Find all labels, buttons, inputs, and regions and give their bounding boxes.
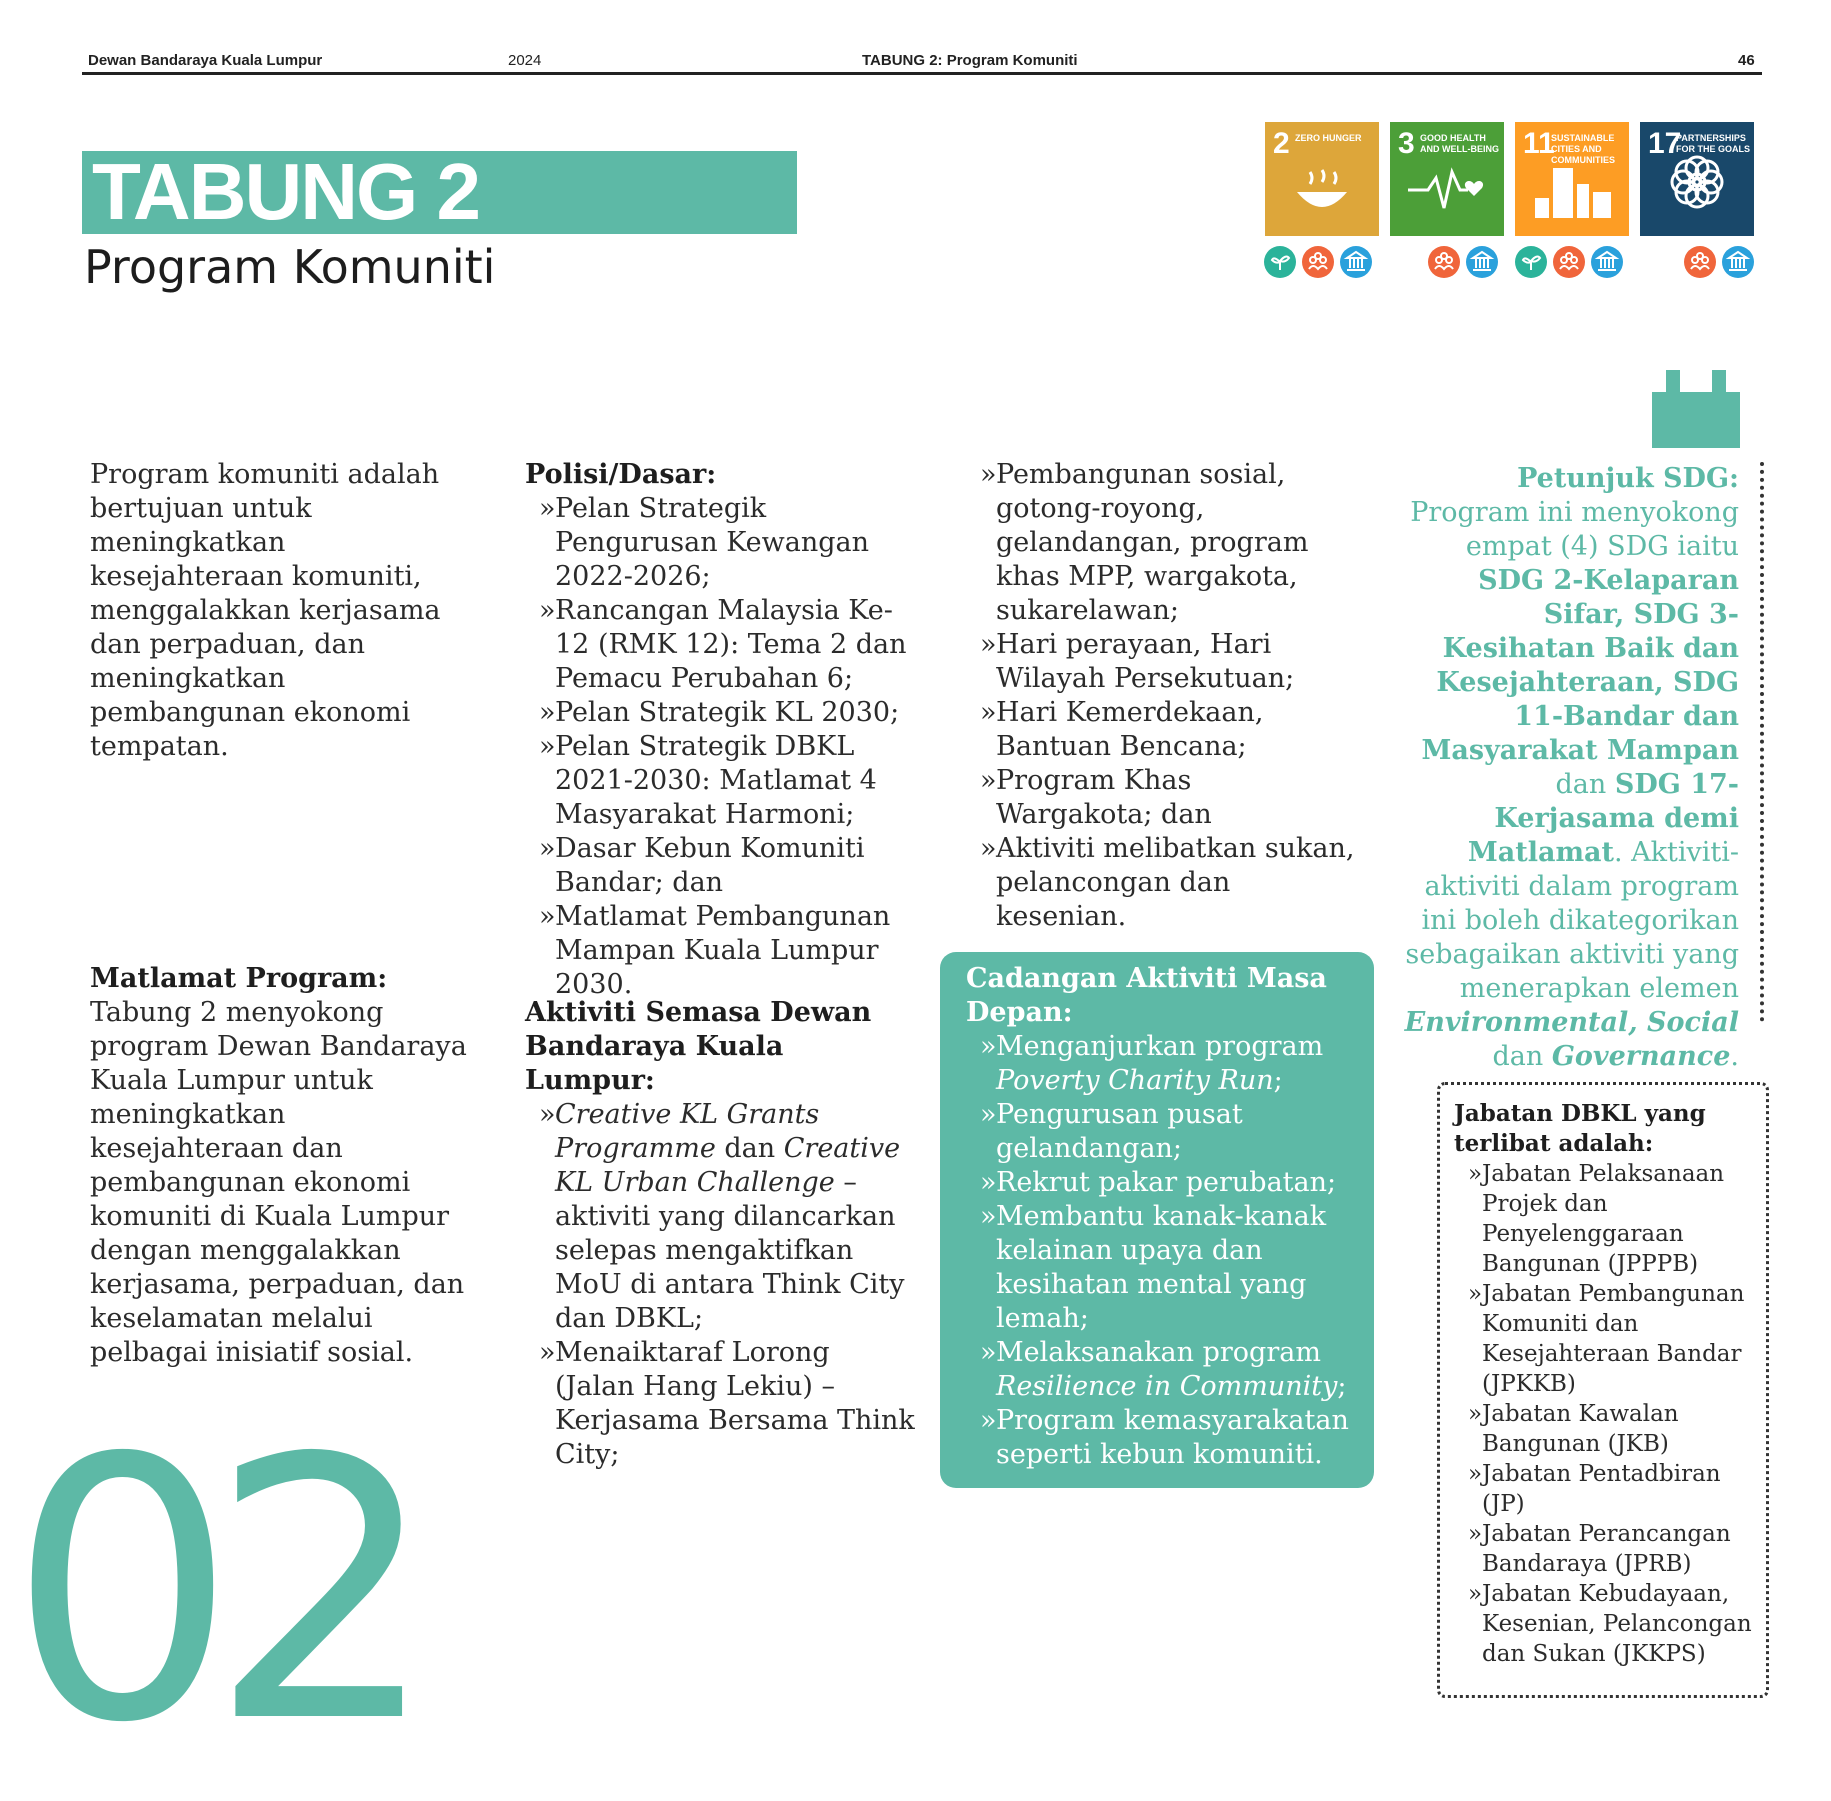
list-item [525, 900, 915, 1002]
goal-heading: Matlamat Program: [90, 963, 388, 994]
list-item [966, 628, 1356, 696]
sdg-11-tile [1515, 122, 1629, 236]
sdg-list: SDG 2-Kelaparan Sifar, SDG 3-Kesihatan Baik dan Kesejahteraan, SDG 11-Bandar dan Masyarakat Mampan [1421, 565, 1739, 766]
list-item [1454, 1519, 1760, 1579]
list-item [966, 458, 1356, 628]
building-bars-icon [1652, 370, 1740, 448]
program-name: Resilience in Community [996, 1371, 1338, 1402]
bullet-mark: » [980, 697, 997, 728]
intro-column [90, 458, 480, 764]
list-item [966, 1098, 1366, 1166]
list-item [525, 696, 915, 730]
future-activities-heading: Cadangan Aktiviti Masa Depan: [966, 963, 1327, 1028]
bullet-mark: » [539, 833, 556, 864]
bullet-mark: » [1468, 1281, 1483, 1307]
social-icon [1428, 246, 1460, 278]
program-name: Creative KL Grants Programme [555, 1099, 820, 1164]
list-item-text: Jabatan Perancangan Bandaraya (JPRB) [1482, 1521, 1731, 1577]
future-activities-list [966, 1030, 1366, 1472]
social-icon [1302, 246, 1334, 278]
environmental-icon [1264, 246, 1296, 278]
city-icon [1515, 122, 1629, 236]
page-number: 46 [1738, 52, 1755, 69]
list-item-text: Matlamat Pembangunan Mampan Kuala Lumpur 2030. [555, 901, 891, 1000]
activities-continued [966, 458, 1356, 934]
list-item [525, 730, 915, 832]
list-item [525, 492, 915, 594]
goal-text: Tabung 2 menyokong program Dewan Bandaraya Kuala Lumpur untuk meningkatkan kesejahteraan dan pembangunan ekonomi komuniti di Kuala Lumpur dengan menggalakkan kerjasama, perpaduan, dan keselamatan melalui pelbagai inisiatif sosial. [90, 997, 467, 1368]
current-activities-section [525, 996, 915, 1472]
bullet-mark: » [539, 1337, 556, 1368]
sdg-label: ZERO HUNGER [1295, 133, 1362, 143]
sdg-label: GOOD HEALTH AND WELL-BEING [1420, 133, 1499, 154]
current-activities-heading: Aktiviti Semasa Dewan Bandaraya Kuala Lumpur: [525, 997, 872, 1096]
bullet-mark: » [1468, 1161, 1483, 1187]
punctuation: ; [1337, 1371, 1347, 1402]
bullet-mark: » [980, 833, 997, 864]
sdg-2-tile [1265, 122, 1379, 236]
connector-text: dan [715, 1133, 784, 1164]
bullet-mark: » [980, 1405, 997, 1436]
list-item-text: Aktiviti melibatkan sukan, pelancongan dan kesenian. [996, 833, 1355, 932]
bullet-mark: » [1468, 1521, 1483, 1547]
list-item-text: Pelan Strategik DBKL 2021-2030: Matlamat 4 Masyarakat Harmoni; [555, 731, 877, 830]
program-name: Poverty Charity Run [996, 1065, 1274, 1096]
flower-icon [1640, 122, 1754, 236]
list-item [966, 1200, 1366, 1336]
list-item [966, 696, 1356, 764]
sdg-label: SUSTAINABLE CITIES AND COMMUNITIES [1551, 133, 1615, 165]
header-org: Dewan Bandaraya Kuala Lumpur [88, 52, 323, 69]
bullet-mark: » [980, 1337, 997, 1368]
list-item [525, 1098, 915, 1336]
list-item-text: Jabatan Kebudayaan, Kesenian, Pelancongan dan Sukan (JKKPS) [1482, 1581, 1752, 1667]
social-icon [1684, 246, 1716, 278]
list-item-text: Hari Kemerdekaan, Bantuan Bencana; [996, 697, 1264, 762]
list-item [1454, 1159, 1760, 1279]
list-item-text: Program kemasyarakatan seperti kebun komuniti. [996, 1405, 1349, 1470]
bullet-mark: » [980, 765, 997, 796]
list-item-text: Jabatan Pembangunan Komuniti dan Kesejahteraan Bandar (JPKKB) [1482, 1281, 1745, 1397]
page-subtitle: Program Komuniti [84, 240, 496, 294]
bullet-mark: » [539, 901, 556, 932]
heartbeat-icon [1390, 122, 1504, 236]
list-item-text: Jabatan Pelaksanaan Projek dan Penyelenggaraan Bangunan (JPPPB) [1482, 1161, 1725, 1277]
bullet-mark: » [539, 595, 556, 626]
list-item-text: – aktiviti yang dilancarkan selepas mengaktifkan MoU di antara Think City dan DBKL; [555, 1167, 905, 1334]
bullet-mark: » [980, 459, 997, 490]
intro-text: Program komuniti adalah bertujuan untuk meningkatkan kesejahteraan komuniti, menggalakkan kerjasama dan perpaduan, dan meningkatkan pembangunan ekonomi tempatan. [90, 459, 441, 762]
goal-section [90, 962, 480, 1370]
esg-terms: Governance [1551, 1041, 1731, 1072]
sdg-number: 11 [1523, 127, 1555, 160]
list-item-text: Menaiktaraf Lorong (Jalan Hang Lekiu) – Kerjasama Bersama Think City; [555, 1337, 915, 1470]
list-item-text: Jabatan Kawalan Bangunan (JKB) [1482, 1401, 1679, 1457]
departments-box [1437, 1082, 1769, 1698]
list-item [1454, 1579, 1760, 1669]
list-item-text: Jabatan Pentadbiran (JP) [1482, 1461, 1721, 1517]
list-item [966, 1030, 1366, 1098]
page-title: TABUNG 2 [92, 147, 479, 236]
sdg-17-tile [1640, 122, 1754, 236]
sdg-3-tile [1390, 122, 1504, 236]
bullet-mark: » [1468, 1581, 1483, 1607]
dotted-divider [1760, 462, 1764, 1022]
sdg-label: PARTNERSHIPS FOR THE GOALS [1676, 133, 1750, 154]
list-item-text: Rekrut pakar perubatan; [996, 1167, 1337, 1198]
sdg-hint-heading: Petunjuk SDG: [1517, 463, 1739, 494]
list-item-text: Pelan Strategik KL 2030; [555, 697, 900, 728]
governance-icon [1340, 246, 1372, 278]
list-item-text: Pelan Strategik Pengurusan Kewangan 2022-2026; [555, 493, 870, 592]
list-item-text: Dasar Kebun Komuniti Bandar; dan [555, 833, 865, 898]
bowl-icon [1265, 122, 1379, 236]
program-name: Creative KL Urban Challenge [555, 1133, 901, 1198]
list-item-text: Rancangan Malaysia Ke-12 (RMK 12): Tema 2 dan Pemacu Perubahan 6; [555, 595, 907, 694]
list-item [525, 594, 915, 696]
bullet-mark: » [980, 629, 997, 660]
bullet-mark: » [1468, 1401, 1483, 1427]
bullet-mark: » [539, 731, 556, 762]
bullet-mark: » [539, 697, 556, 728]
sdg-hint [1399, 462, 1739, 1074]
bullet-mark: » [980, 1201, 997, 1232]
list-item-text: Hari perayaan, Hari Wilayah Persekutuan; [996, 629, 1295, 694]
list-item [966, 764, 1356, 832]
sdg-hint-text: dan [1492, 1041, 1552, 1072]
policy-list [525, 492, 915, 1002]
sdg-number: 2 [1273, 127, 1290, 160]
list-item [1454, 1459, 1760, 1519]
bullet-mark: » [1468, 1461, 1483, 1487]
activities-list [936, 458, 1356, 934]
punctuation: ; [1273, 1065, 1283, 1096]
sdg-hint-text: . [1730, 1041, 1739, 1072]
current-activities-list [525, 1098, 915, 1472]
list-item [1454, 1279, 1760, 1399]
departments-list [1454, 1159, 1760, 1669]
departments-heading: Jabatan DBKL yang terlibat adalah: [1454, 1100, 1706, 1157]
governance-icon [1591, 246, 1623, 278]
list-item [966, 1336, 1366, 1404]
header-section: TABUNG 2: Program Komuniti [862, 52, 1078, 69]
list-item [525, 1336, 915, 1472]
list-item [966, 1404, 1366, 1472]
esg-terms: Environmental, Social [1404, 1007, 1739, 1038]
sdg-hint-text: Program ini menyokong empat (4) SDG iaitu [1410, 497, 1739, 562]
list-item [525, 832, 915, 900]
environmental-icon [1515, 246, 1547, 278]
bullet-mark: » [539, 1099, 556, 1130]
governance-icon [1466, 246, 1498, 278]
social-icon [1553, 246, 1585, 278]
bullet-mark: » [980, 1167, 997, 1198]
governance-icon [1722, 246, 1754, 278]
list-item-text: Pengurusan pusat gelandangan; [996, 1099, 1243, 1164]
bullet-mark: » [980, 1031, 997, 1062]
list-item [966, 832, 1356, 934]
list-item [966, 1166, 1366, 1200]
list-item-text: Melaksanakan program [996, 1337, 1321, 1368]
bullet-mark: » [980, 1099, 997, 1130]
sdg-hint-text: dan [1555, 769, 1615, 800]
policy-heading: Polisi/Dasar: [525, 459, 717, 490]
policy-section [525, 458, 915, 1002]
sdg-number: 3 [1398, 127, 1415, 160]
list-item-text: Pembangunan sosial, gotong-royong, gelandangan, program khas MPP, wargakota, sukarelawan; [996, 459, 1309, 626]
sdg-number: 17 [1648, 127, 1682, 160]
list-item-text: Program Khas Wargakota; dan [996, 765, 1212, 830]
header-rule [82, 72, 1762, 75]
sdg-list: SDG 17-Kerjasama demi Matlamat [1467, 769, 1739, 868]
sdg-hint-text: . Aktiviti-aktiviti dalam program ini boleh dikategorikan sebagaikan aktiviti yang menerapkan elemen [1405, 837, 1739, 1004]
list-item-text: Menganjurkan program [996, 1031, 1324, 1062]
bullet-mark: » [539, 493, 556, 524]
header-year: 2024 [508, 52, 542, 69]
list-item-text: Membantu kanak-kanak kelainan upaya dan kesihatan mental yang lemah; [996, 1201, 1327, 1334]
section-number: 02 [8, 1382, 411, 1801]
future-activities-box [940, 952, 1374, 1488]
list-item [1454, 1399, 1760, 1459]
